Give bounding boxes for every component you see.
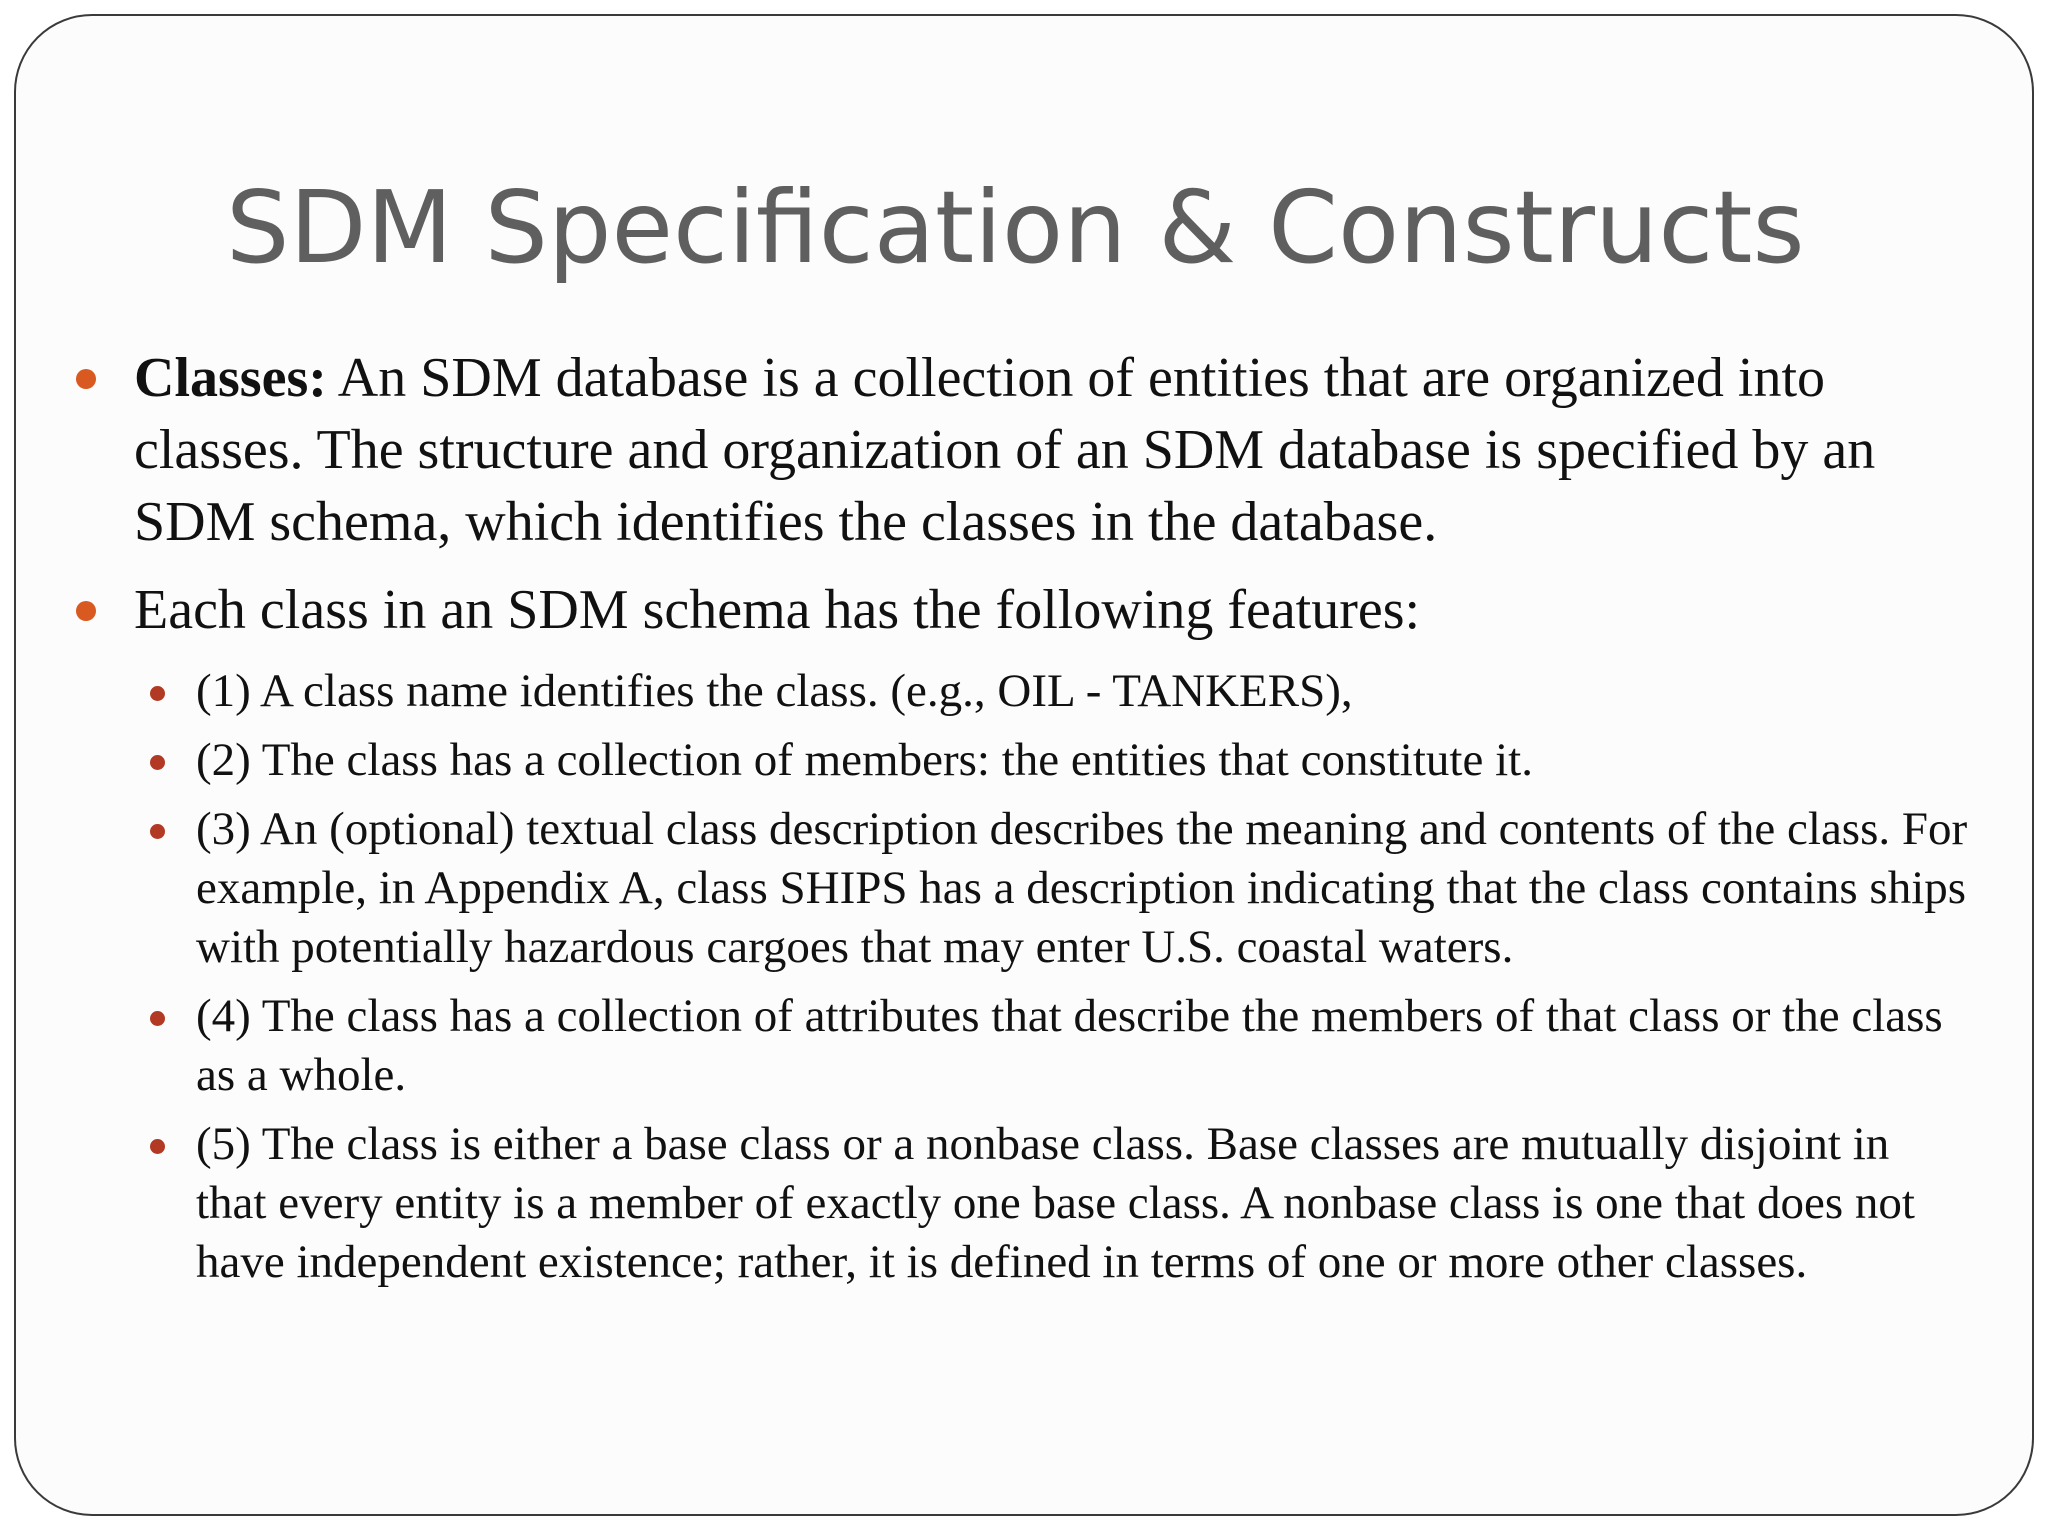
feature-text: (3) An (optional) textual class description describes the meaning and contents of the class. For example, in Appendix A, class SHIPS has a description indicating that the class contains ships with potentially hazardous cargoes that may enter U.S. coastal waters. — [196, 803, 1968, 973]
feature-item-1 — [16, 662, 1971, 721]
feature-text: (1) A class name identifies the class. (e.g., OIL - TANKERS), — [196, 665, 1353, 717]
sub-bullet-dot-icon — [150, 1011, 165, 1026]
sub-bullet-dot-icon — [150, 824, 165, 839]
bullet-features-intro — [16, 574, 1974, 646]
feature-text: (4) The class has a collection of attributes that describe the members of that class or the class as a whole. — [196, 990, 1943, 1101]
sub-bullet-dot-icon — [150, 755, 165, 770]
sub-bullet-dot-icon — [150, 686, 165, 701]
bullet-classes — [16, 342, 1974, 558]
bullet-dot-icon — [76, 601, 96, 621]
sub-bullet-dot-icon — [150, 1139, 165, 1154]
feature-text: (5) The class is either a base class or a nonbase class. Base classes are mutually disjoint in that every entity is a member of exactly one base class. A nonbase class is one that does not have independent existence; rather, it is defined in terms of one or more other classes. — [196, 1118, 1915, 1288]
feature-item-4 — [16, 987, 1971, 1105]
feature-item-2 — [16, 731, 1971, 790]
slide-title: SDM Specification & Constructs — [226, 169, 1805, 286]
feature-item-3 — [16, 800, 1971, 977]
feature-item-5 — [16, 1115, 1971, 1292]
feature-text: (2) The class has a collection of members: the entities that constitute it. — [196, 734, 1533, 786]
slide-content — [16, 342, 2016, 1302]
bullet-text: An SDM database is a collection of entities that are organized into classes. The structure and organization of an SDM database is specified by an SDM schema, which identifies the classes in the database. — [134, 347, 1876, 553]
bullet-text: Each class in an SDM schema has the following features: — [134, 579, 1421, 641]
bullet-term: Classes: — [134, 347, 327, 409]
bullet-dot-icon — [76, 369, 96, 389]
slide — [14, 14, 2034, 1516]
